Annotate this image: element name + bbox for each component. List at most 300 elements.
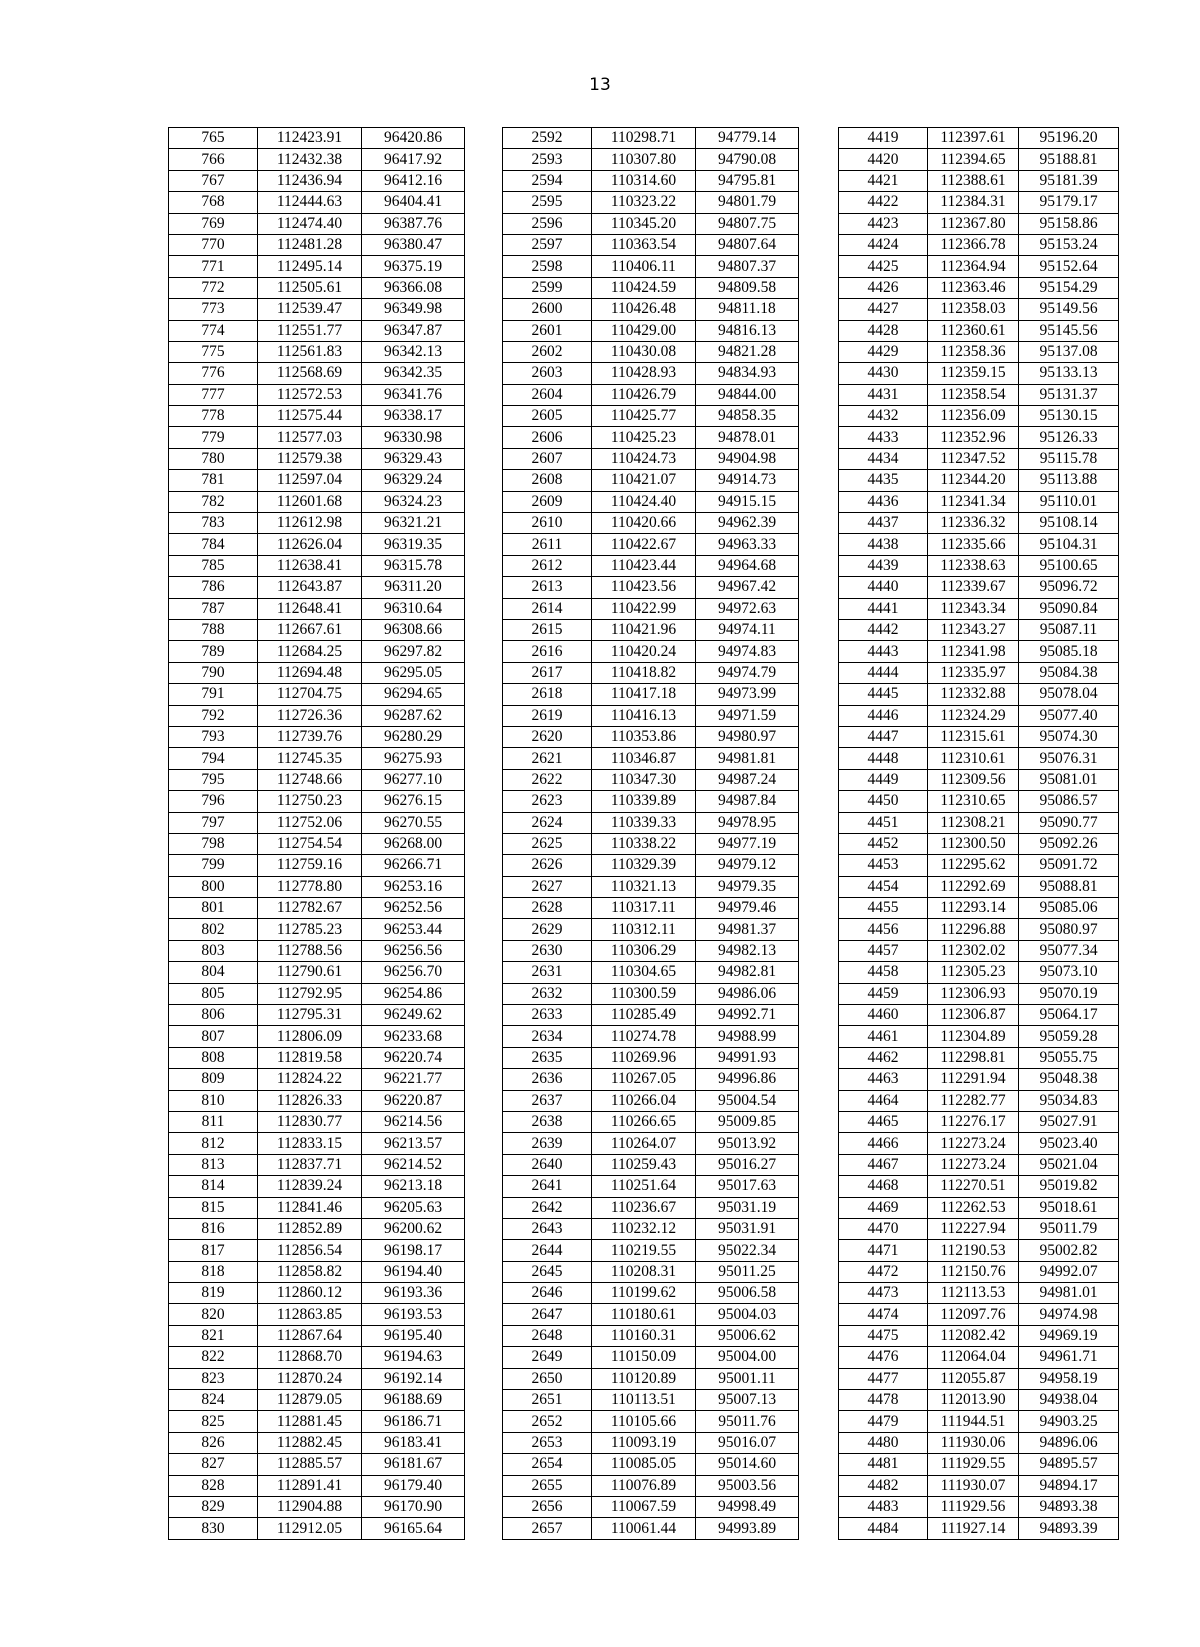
point-number-cell: 4446: [839, 705, 928, 726]
y-coordinate-cell: 96417.92: [362, 149, 465, 170]
table-row: [839, 1026, 1119, 1047]
x-coordinate-cell: 112745.35: [258, 748, 362, 769]
y-coordinate-cell: 96220.87: [362, 1090, 465, 1111]
point-number-cell: 827: [169, 1454, 258, 1475]
point-number-cell: 782: [169, 491, 258, 512]
point-number-cell: 4477: [839, 1368, 928, 1389]
x-coordinate-cell: 110264.07: [592, 1133, 696, 1154]
x-coordinate-cell: 112601.68: [258, 491, 362, 512]
point-number-cell: 2644: [503, 1240, 592, 1261]
point-number-cell: 4480: [839, 1432, 928, 1453]
point-number-cell: 2605: [503, 406, 592, 427]
y-coordinate-cell: 95078.04: [1019, 684, 1119, 705]
point-number-cell: 4424: [839, 234, 928, 255]
x-coordinate-cell: 112324.29: [928, 705, 1019, 726]
y-coordinate-cell: 96404.41: [362, 192, 465, 213]
point-number-cell: 4467: [839, 1154, 928, 1175]
y-coordinate-cell: 96412.16: [362, 170, 465, 191]
table-row: [503, 919, 799, 940]
y-coordinate-cell: 96188.69: [362, 1390, 465, 1411]
point-number-cell: 4448: [839, 748, 928, 769]
y-coordinate-cell: 94914.73: [696, 470, 799, 491]
y-coordinate-cell: 94974.83: [696, 641, 799, 662]
x-coordinate-cell: 110430.08: [592, 341, 696, 362]
point-number-cell: 2641: [503, 1176, 592, 1197]
x-coordinate-cell: 112335.66: [928, 534, 1019, 555]
x-coordinate-cell: 112891.41: [258, 1475, 362, 1496]
x-coordinate-cell: 112643.87: [258, 577, 362, 598]
x-coordinate-cell: 110306.29: [592, 940, 696, 961]
y-coordinate-cell: 95059.28: [1019, 1026, 1119, 1047]
point-number-cell: 2622: [503, 769, 592, 790]
table-row: [169, 513, 465, 534]
x-coordinate-cell: 112358.36: [928, 341, 1019, 362]
y-coordinate-cell: 94801.79: [696, 192, 799, 213]
point-number-cell: 821: [169, 1325, 258, 1346]
x-coordinate-cell: 112575.44: [258, 406, 362, 427]
table-row: [839, 1497, 1119, 1518]
y-coordinate-cell: 95006.58: [696, 1283, 799, 1304]
y-coordinate-cell: 95133.13: [1019, 363, 1119, 384]
table-row: [169, 406, 465, 427]
y-coordinate-cell: 95048.38: [1019, 1069, 1119, 1090]
table-row: [169, 1368, 465, 1389]
table-row: [169, 384, 465, 405]
x-coordinate-cell: 112879.05: [258, 1390, 362, 1411]
table-row: [503, 791, 799, 812]
y-coordinate-cell: 95090.77: [1019, 812, 1119, 833]
x-coordinate-cell: 110416.13: [592, 705, 696, 726]
table-row: [839, 1325, 1119, 1346]
table-row: [169, 898, 465, 919]
table-row: [169, 876, 465, 897]
x-coordinate-cell: 110422.99: [592, 598, 696, 619]
point-number-cell: 2598: [503, 256, 592, 277]
table-row: [169, 1411, 465, 1432]
x-coordinate-cell: 110363.54: [592, 234, 696, 255]
y-coordinate-cell: 95073.10: [1019, 962, 1119, 983]
x-coordinate-cell: 111929.56: [928, 1497, 1019, 1518]
table-row: [169, 149, 465, 170]
point-number-cell: 825: [169, 1411, 258, 1432]
point-number-cell: 767: [169, 170, 258, 191]
point-number-cell: 2596: [503, 213, 592, 234]
x-coordinate-cell: 110426.79: [592, 384, 696, 405]
point-number-cell: 2645: [503, 1261, 592, 1282]
x-coordinate-cell: 110266.04: [592, 1090, 696, 1111]
x-coordinate-cell: 110345.20: [592, 213, 696, 234]
x-coordinate-cell: 112792.95: [258, 983, 362, 1004]
x-coordinate-cell: 112292.69: [928, 876, 1019, 897]
table-row: [503, 128, 799, 149]
point-number-cell: 4481: [839, 1454, 928, 1475]
point-number-cell: 791: [169, 684, 258, 705]
point-number-cell: 2642: [503, 1197, 592, 1218]
point-number-cell: 4454: [839, 876, 928, 897]
table-row: [169, 962, 465, 983]
y-coordinate-cell: 94974.79: [696, 662, 799, 683]
x-coordinate-cell: 112352.96: [928, 427, 1019, 448]
table-row: [503, 1111, 799, 1132]
y-coordinate-cell: 95088.81: [1019, 876, 1119, 897]
point-number-cell: 4451: [839, 812, 928, 833]
y-coordinate-cell: 94982.81: [696, 962, 799, 983]
y-coordinate-cell: 96387.76: [362, 213, 465, 234]
table-row: [169, 1005, 465, 1026]
y-coordinate-cell: 96213.18: [362, 1176, 465, 1197]
x-coordinate-cell: 112262.53: [928, 1197, 1019, 1218]
point-number-cell: 4464: [839, 1090, 928, 1111]
table-row: [839, 470, 1119, 491]
point-number-cell: 2617: [503, 662, 592, 683]
table-row: [839, 876, 1119, 897]
x-coordinate-cell: 110298.71: [592, 128, 696, 149]
x-coordinate-cell: 110180.61: [592, 1304, 696, 1325]
table-row: [503, 406, 799, 427]
point-number-cell: 801: [169, 898, 258, 919]
table-row: [503, 1261, 799, 1282]
point-number-cell: 793: [169, 726, 258, 747]
table-row: [839, 919, 1119, 940]
table-row: [839, 1347, 1119, 1368]
point-number-cell: 2611: [503, 534, 592, 555]
point-number-cell: 804: [169, 962, 258, 983]
point-number-cell: 2592: [503, 128, 592, 149]
point-number-cell: 4482: [839, 1475, 928, 1496]
y-coordinate-cell: 96324.23: [362, 491, 465, 512]
x-coordinate-cell: 112343.34: [928, 598, 1019, 619]
table-row: [839, 855, 1119, 876]
table-row: [503, 1325, 799, 1346]
point-number-cell: 4440: [839, 577, 928, 598]
x-coordinate-cell: 112306.93: [928, 983, 1019, 1004]
table-row: [503, 833, 799, 854]
x-coordinate-cell: 112432.38: [258, 149, 362, 170]
y-coordinate-cell: 95181.39: [1019, 170, 1119, 191]
point-number-cell: 4423: [839, 213, 928, 234]
y-coordinate-cell: 96319.35: [362, 534, 465, 555]
x-coordinate-cell: 112863.85: [258, 1304, 362, 1325]
point-number-cell: 4430: [839, 363, 928, 384]
x-coordinate-cell: 110251.64: [592, 1176, 696, 1197]
y-coordinate-cell: 96341.76: [362, 384, 465, 405]
table-row: [169, 833, 465, 854]
point-number-cell: 2607: [503, 448, 592, 469]
y-coordinate-cell: 94779.14: [696, 128, 799, 149]
y-coordinate-cell: 96270.55: [362, 812, 465, 833]
x-coordinate-cell: 112444.63: [258, 192, 362, 213]
x-coordinate-cell: 112344.20: [928, 470, 1019, 491]
x-coordinate-cell: 112790.61: [258, 962, 362, 983]
point-number-cell: 4459: [839, 983, 928, 1004]
x-coordinate-cell: 112837.71: [258, 1154, 362, 1175]
y-coordinate-cell: 94834.93: [696, 363, 799, 384]
table-row: [839, 363, 1119, 384]
table-row: [169, 192, 465, 213]
table-row: [169, 170, 465, 191]
table-row: [503, 149, 799, 170]
x-coordinate-cell: 112388.61: [928, 170, 1019, 191]
point-number-cell: 776: [169, 363, 258, 384]
y-coordinate-cell: 94969.19: [1019, 1325, 1119, 1346]
x-coordinate-cell: 110429.00: [592, 320, 696, 341]
table-row: [169, 1454, 465, 1475]
y-coordinate-cell: 95137.08: [1019, 341, 1119, 362]
y-coordinate-cell: 96253.44: [362, 919, 465, 940]
y-coordinate-cell: 96165.64: [362, 1518, 465, 1539]
point-number-cell: 800: [169, 876, 258, 897]
point-number-cell: 4478: [839, 1390, 928, 1411]
table-row: [503, 1197, 799, 1218]
table-row: [503, 619, 799, 640]
point-number-cell: 803: [169, 940, 258, 961]
table-row: [169, 1325, 465, 1346]
x-coordinate-cell: 112273.24: [928, 1154, 1019, 1175]
table-row: [839, 1304, 1119, 1325]
y-coordinate-cell: 96193.53: [362, 1304, 465, 1325]
x-coordinate-cell: 112870.24: [258, 1368, 362, 1389]
point-number-cell: 4462: [839, 1047, 928, 1068]
point-number-cell: 4420: [839, 149, 928, 170]
table-row: [169, 1240, 465, 1261]
y-coordinate-cell: 95188.81: [1019, 149, 1119, 170]
table-row: [839, 1090, 1119, 1111]
y-coordinate-cell: 96276.15: [362, 791, 465, 812]
x-coordinate-cell: 112423.91: [258, 128, 362, 149]
table-row: [503, 1176, 799, 1197]
x-coordinate-cell: 111930.06: [928, 1432, 1019, 1453]
y-coordinate-cell: 96252.56: [362, 898, 465, 919]
y-coordinate-cell: 96198.17: [362, 1240, 465, 1261]
table-row: [503, 256, 799, 277]
point-number-cell: 4445: [839, 684, 928, 705]
table-row: [839, 1069, 1119, 1090]
y-coordinate-cell: 95091.72: [1019, 855, 1119, 876]
table-row: [503, 1090, 799, 1111]
x-coordinate-cell: 110424.40: [592, 491, 696, 512]
table-row: [503, 812, 799, 833]
x-coordinate-cell: 112912.05: [258, 1518, 362, 1539]
x-coordinate-cell: 110285.49: [592, 1005, 696, 1026]
point-number-cell: 829: [169, 1497, 258, 1518]
table-row: [169, 1026, 465, 1047]
y-coordinate-cell: 95019.82: [1019, 1176, 1119, 1197]
x-coordinate-cell: 110339.89: [592, 791, 696, 812]
y-coordinate-cell: 94963.33: [696, 534, 799, 555]
table-row: [839, 1475, 1119, 1496]
x-coordinate-cell: 110338.22: [592, 833, 696, 854]
y-coordinate-cell: 94991.93: [696, 1047, 799, 1068]
y-coordinate-cell: 95011.76: [696, 1411, 799, 1432]
point-number-cell: 4425: [839, 256, 928, 277]
x-coordinate-cell: 112481.28: [258, 234, 362, 255]
y-coordinate-cell: 96179.40: [362, 1475, 465, 1496]
x-coordinate-cell: 110199.62: [592, 1283, 696, 1304]
table-row: [503, 1475, 799, 1496]
x-coordinate-cell: 110422.67: [592, 534, 696, 555]
x-coordinate-cell: 110236.67: [592, 1197, 696, 1218]
y-coordinate-cell: 95006.62: [696, 1325, 799, 1346]
table-row: [839, 1390, 1119, 1411]
point-number-cell: 781: [169, 470, 258, 491]
x-coordinate-cell: 112227.94: [928, 1218, 1019, 1239]
y-coordinate-cell: 95004.00: [696, 1347, 799, 1368]
y-coordinate-cell: 94993.89: [696, 1518, 799, 1539]
y-coordinate-cell: 95085.18: [1019, 641, 1119, 662]
table-row: [169, 363, 465, 384]
point-number-cell: 2651: [503, 1390, 592, 1411]
y-coordinate-cell: 94977.19: [696, 833, 799, 854]
y-coordinate-cell: 95011.79: [1019, 1218, 1119, 1239]
point-number-cell: 4433: [839, 427, 928, 448]
coordinates-table-3: [838, 127, 1119, 1540]
x-coordinate-cell: 112684.25: [258, 641, 362, 662]
x-coordinate-cell: 111944.51: [928, 1411, 1019, 1432]
point-number-cell: 772: [169, 277, 258, 298]
point-number-cell: 4447: [839, 726, 928, 747]
point-number-cell: 2627: [503, 876, 592, 897]
y-coordinate-cell: 96366.08: [362, 277, 465, 298]
x-coordinate-cell: 110274.78: [592, 1026, 696, 1047]
y-coordinate-cell: 95007.13: [696, 1390, 799, 1411]
y-coordinate-cell: 95154.29: [1019, 277, 1119, 298]
x-coordinate-cell: 112341.34: [928, 491, 1019, 512]
point-number-cell: 4455: [839, 898, 928, 919]
x-coordinate-cell: 110307.80: [592, 149, 696, 170]
x-coordinate-cell: 112013.90: [928, 1390, 1019, 1411]
point-number-cell: 2593: [503, 149, 592, 170]
x-coordinate-cell: 112833.15: [258, 1133, 362, 1154]
y-coordinate-cell: 95130.15: [1019, 406, 1119, 427]
x-coordinate-cell: 110428.93: [592, 363, 696, 384]
y-coordinate-cell: 94858.35: [696, 406, 799, 427]
x-coordinate-cell: 112296.88: [928, 919, 1019, 940]
x-coordinate-cell: 110406.11: [592, 256, 696, 277]
point-number-cell: 2639: [503, 1133, 592, 1154]
table-row: [169, 1176, 465, 1197]
x-coordinate-cell: 112638.41: [258, 555, 362, 576]
table-row: [169, 1154, 465, 1175]
y-coordinate-cell: 96186.71: [362, 1411, 465, 1432]
y-coordinate-cell: 96233.68: [362, 1026, 465, 1047]
y-coordinate-cell: 94961.71: [1019, 1347, 1119, 1368]
table-row: [503, 1283, 799, 1304]
table-row: [839, 1218, 1119, 1239]
x-coordinate-cell: 112276.17: [928, 1111, 1019, 1132]
point-number-cell: 774: [169, 320, 258, 341]
point-number-cell: 4437: [839, 513, 928, 534]
y-coordinate-cell: 94795.81: [696, 170, 799, 191]
x-coordinate-cell: 112394.65: [928, 149, 1019, 170]
point-number-cell: 2625: [503, 833, 592, 854]
point-number-cell: 2638: [503, 1111, 592, 1132]
point-number-cell: 2633: [503, 1005, 592, 1026]
y-coordinate-cell: 96183.41: [362, 1432, 465, 1453]
x-coordinate-cell: 110150.09: [592, 1347, 696, 1368]
y-coordinate-cell: 94981.81: [696, 748, 799, 769]
table-row: [169, 1069, 465, 1090]
y-coordinate-cell: 95016.07: [696, 1432, 799, 1453]
point-number-cell: 802: [169, 919, 258, 940]
y-coordinate-cell: 96347.87: [362, 320, 465, 341]
table-row: [839, 1111, 1119, 1132]
point-number-cell: 2650: [503, 1368, 592, 1389]
y-coordinate-cell: 95126.33: [1019, 427, 1119, 448]
point-number-cell: 820: [169, 1304, 258, 1325]
table-row: [169, 555, 465, 576]
y-coordinate-cell: 94958.19: [1019, 1368, 1119, 1389]
point-number-cell: 2620: [503, 726, 592, 747]
point-number-cell: 785: [169, 555, 258, 576]
y-coordinate-cell: 95031.91: [696, 1218, 799, 1239]
x-coordinate-cell: 112882.45: [258, 1432, 362, 1453]
table-row: [839, 1176, 1119, 1197]
point-number-cell: 2597: [503, 234, 592, 255]
point-number-cell: 784: [169, 534, 258, 555]
point-number-cell: 2640: [503, 1154, 592, 1175]
table-row: [839, 577, 1119, 598]
point-number-cell: 2626: [503, 855, 592, 876]
table-row: [169, 320, 465, 341]
y-coordinate-cell: 94807.64: [696, 234, 799, 255]
point-number-cell: 4443: [839, 641, 928, 662]
point-number-cell: 807: [169, 1026, 258, 1047]
x-coordinate-cell: 112308.21: [928, 812, 1019, 833]
table-row: [503, 876, 799, 897]
x-coordinate-cell: 112824.22: [258, 1069, 362, 1090]
y-coordinate-cell: 94974.11: [696, 619, 799, 640]
table-row: [169, 662, 465, 683]
table-row: [839, 534, 1119, 555]
table-row: [503, 470, 799, 491]
table-row: [169, 1497, 465, 1518]
point-number-cell: 2601: [503, 320, 592, 341]
table-row: [169, 128, 465, 149]
x-coordinate-cell: 112819.58: [258, 1047, 362, 1068]
y-coordinate-cell: 95113.88: [1019, 470, 1119, 491]
x-coordinate-cell: 112384.31: [928, 192, 1019, 213]
y-coordinate-cell: 94938.04: [1019, 1390, 1119, 1411]
x-coordinate-cell: 110314.60: [592, 170, 696, 191]
point-number-cell: 4456: [839, 919, 928, 940]
point-number-cell: 775: [169, 341, 258, 362]
x-coordinate-cell: 110219.55: [592, 1240, 696, 1261]
x-coordinate-cell: 112568.69: [258, 363, 362, 384]
y-coordinate-cell: 94816.13: [696, 320, 799, 341]
y-coordinate-cell: 94967.42: [696, 577, 799, 598]
table-row: [839, 641, 1119, 662]
table-row: [169, 427, 465, 448]
y-coordinate-cell: 96266.71: [362, 855, 465, 876]
point-number-cell: 4453: [839, 855, 928, 876]
point-number-cell: 2594: [503, 170, 592, 191]
x-coordinate-cell: 110259.43: [592, 1154, 696, 1175]
table-row: [839, 513, 1119, 534]
y-coordinate-cell: 94982.13: [696, 940, 799, 961]
table-row: [839, 812, 1119, 833]
table-row: [839, 1133, 1119, 1154]
x-coordinate-cell: 110418.82: [592, 662, 696, 683]
coordinates-table-2: [502, 127, 799, 1540]
table-row: [503, 320, 799, 341]
x-coordinate-cell: 112364.94: [928, 256, 1019, 277]
y-coordinate-cell: 96342.13: [362, 341, 465, 362]
point-number-cell: 811: [169, 1111, 258, 1132]
y-coordinate-cell: 95004.54: [696, 1090, 799, 1111]
point-number-cell: 789: [169, 641, 258, 662]
point-number-cell: 2628: [503, 898, 592, 919]
y-coordinate-cell: 95001.11: [696, 1368, 799, 1389]
